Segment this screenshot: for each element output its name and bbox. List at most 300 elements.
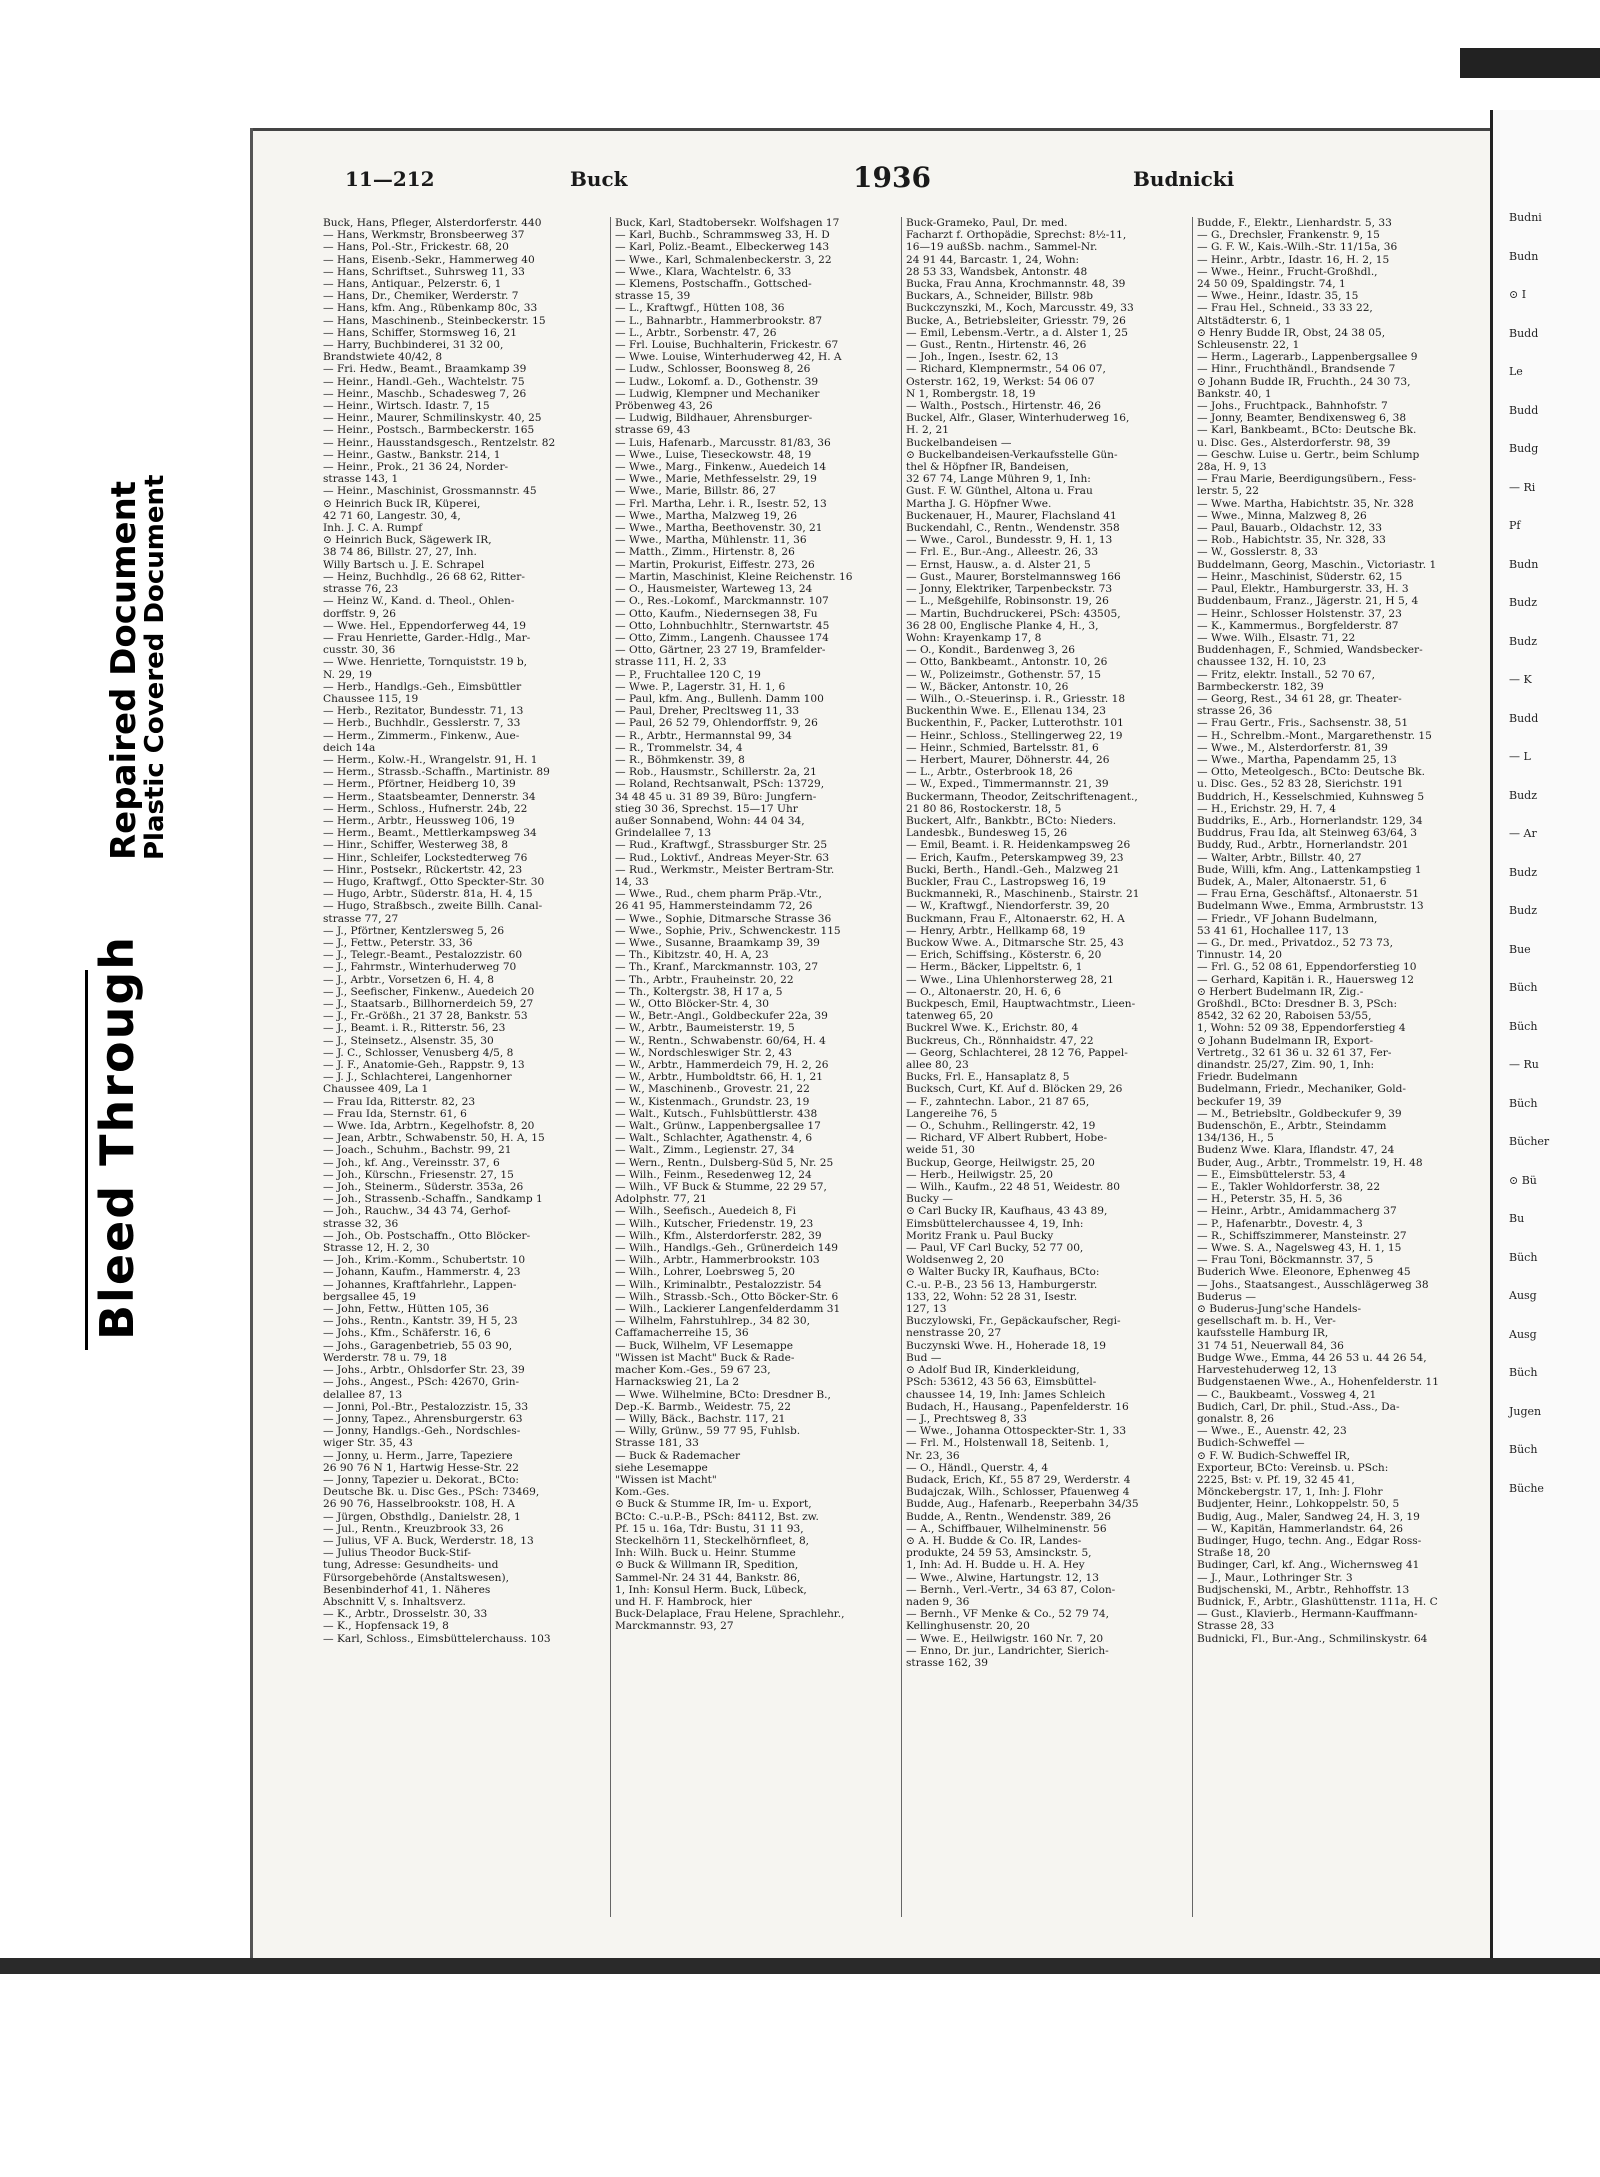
adjacent-fragment: Büch <box>1509 1443 1538 1456</box>
directory-entry: Vertretg., 32 61 36 u. 32 61 37, Fer- <box>1197 1046 1392 1059</box>
directory-entry: — Georg, Rest., 34 61 28, gr. Theater- <box>1197 692 1402 705</box>
directory-entry: Buckert, Alfr., Bankbtr., BCto: Nieders. <box>906 814 1117 827</box>
directory-entry: tatenweg 65, 20 <box>906 1010 994 1023</box>
directory-entry: — Herb., Buchhdlr., Gesslerstr. 7, 33 <box>323 717 521 730</box>
column-2 <box>610 217 883 1917</box>
directory-entry: — Rob., Habichtstr. 35, Nr. 328, 33 <box>1197 534 1386 547</box>
directory-entry: — Herb., Rezitator, Bundesstr. 71, 13 <box>323 705 524 718</box>
directory-entry: — Hugo, Kraftwgf., Otto Speckter-Str. 30 <box>323 875 545 888</box>
adjacent-fragment: Budni <box>1509 211 1542 224</box>
directory-entry: ⊙ Adolf Bud IR, Kinderkleidung, <box>906 1364 1080 1377</box>
directory-entry: — Joh., Strassenb.-Schaffn., Sandkamp 1 <box>323 1193 543 1206</box>
column-3 <box>901 217 1174 1917</box>
directory-entry: Budack, Erich, Kf., 55 87 29, Werderstr. 4 <box>906 1473 1131 1486</box>
directory-entry: ⊙ Buck & Willmann IR, Spedition, <box>615 1559 799 1572</box>
directory-entry: Budach, H., Hausang., Papenfelderstr. 16 <box>906 1400 1129 1413</box>
directory-entry: Budig, Aug., Maler, Sandweg 24, H. 3, 19 <box>1197 1510 1420 1523</box>
directory-entry: — Julius, VF A. Buck, Werderstr. 18, 13 <box>323 1534 534 1547</box>
directory-entry: — Jean, Arbtr., Schwabenstr. 50, H. A, 15 <box>323 1132 545 1145</box>
directory-entry: Budinger, Carl, kf. Ang., Wichernsweg 41 <box>1197 1559 1420 1572</box>
adjacent-fragment: Bücher <box>1509 1135 1550 1148</box>
directory-entry: — Joh., kf. Ang., Vereinsstr. 37, 6 <box>323 1156 500 1169</box>
directory-entry: — Karl, Buchb., Schrammsweg 33, H. D <box>615 229 830 242</box>
directory-entry: 14, 33 <box>615 875 649 888</box>
directory-entry: — O., Schuhm., Rellingerstr. 42, 19 <box>906 1120 1096 1133</box>
directory-entry: — A., Schiffbauer, Wilhelminenstr. 56 <box>906 1522 1107 1535</box>
directory-entry: — Frau Ida, Sternstr. 61, 6 <box>323 1107 467 1120</box>
directory-entry: — Gust., Maurer, Borstelmannsweg 166 <box>906 570 1121 583</box>
adjacent-fragment: Ausg <box>1509 1289 1537 1302</box>
directory-entry: Dep.-K. Barmb., Weidestr. 75, 22 <box>615 1400 791 1413</box>
directory-entry: "Wissen ist Macht" Buck & Rade- <box>615 1351 795 1364</box>
directory-entry: Budenz Wwe. Klara, Iflandstr. 47, 24 <box>1197 1144 1395 1157</box>
directory-entry: — Ludwig, Klempner und Mechaniker <box>615 387 820 400</box>
directory-entry: — Frl. Louise, Buchhalterin, Frickestr. 67 <box>615 339 839 352</box>
directory-entry: — Herm., Pförtner, Heidberg 10, 39 <box>323 778 516 791</box>
adjacent-fragment: Jugen <box>1509 1404 1542 1418</box>
directory-entry: — Willy, Grünw., 59 77 95, Fuhlsb. <box>615 1425 801 1438</box>
directory-entry: Buckenthin Wwe. E., Ellenau 134, 23 <box>906 705 1107 718</box>
directory-entry: — Jonny, Handlgs.-Geh., Nordschles- <box>323 1425 521 1438</box>
directory-entry: Adolphstr. 77, 21 <box>615 1193 707 1206</box>
directory-entry: Buder, Aug., Arbtr., Trommelstr. 19, H. 48 <box>1197 1156 1423 1169</box>
directory-entry: — Luis, Hafenarb., Marcusstr. 81/83, 36 <box>615 436 831 449</box>
directory-entry: Fürsorgebehörde (Anstaltswesen), <box>323 1571 509 1584</box>
directory-entry: Bude, Willi, kfm. Ang., Lattenkampstieg 1 <box>1197 863 1422 876</box>
directory-entry: tung, Adresse: Gesundheits- und <box>323 1559 499 1572</box>
directory-entry: Buckrel Wwe. K., Erichstr. 80, 4 <box>906 1022 1079 1035</box>
directory-entry: — J., Fettw., Peterstr. 33, 36 <box>323 936 473 949</box>
directory-entry: ⊙ Johann Budde IR, Fruchth., 24 30 73, <box>1197 375 1411 388</box>
directory-entry: 24 50 09, Spaldingstr. 74, 1 <box>1197 278 1346 291</box>
directory-entry: — Joach., Schuhm., Bachstr. 99, 21 <box>323 1144 512 1157</box>
directory-entry: — W., Arbtr., Humboldtstr. 66, H. 1, 21 <box>615 1071 824 1084</box>
directory-entry: ⊙ Heinrich Buck IR, Küperei, <box>323 497 481 510</box>
directory-entry: — Wilh., Kutscher, Friedenstr. 19, 23 <box>615 1217 814 1230</box>
directory-entry: — Heinr., Maurer, Schmilinskystr. 40, 25 <box>323 412 542 425</box>
directory-entry: Caffamacherreihe 15, 36 <box>615 1327 749 1340</box>
directory-entry: — Walt., Kutsch., Fuhlsbüttlerstr. 438 <box>615 1107 818 1120</box>
directory-entry: 1, Inh: Konsul Herm. Buck, Lübeck, <box>615 1583 807 1596</box>
directory-entry: — J., Arbtr., Vorsetzen 6, H. 4, 8 <box>323 973 495 986</box>
directory-entry: Buddrus, Frau Ida, alt Steinweg 63/64, 3 <box>1197 827 1417 840</box>
directory-entry: — J., Seefischer, Finkenw., Auedeich 20 <box>323 985 535 998</box>
adjacent-fragment: — Ar <box>1509 827 1537 840</box>
plastic-covered-stamp: Plastic Covered Document <box>140 474 170 860</box>
directory-entry: — Hans, Antiquar., Pelzerstr. 6, 1 <box>323 278 502 291</box>
directory-entry: — Ludwig, Bildhauer, Ahrensburger- <box>615 412 813 425</box>
directory-entry: — W., Polizeimstr., Gothenstr. 57, 15 <box>906 668 1101 681</box>
directory-entry: — Heinr., Arbtr., Amidammacherg 37 <box>1197 1205 1397 1218</box>
directory-entry: — Gust., Rentn., Hirtenstr. 46, 26 <box>906 339 1087 352</box>
directory-entry: — Johs., Staatsangest., Ausschlägerweg 38 <box>1197 1278 1429 1291</box>
directory-entry: — Wilh., Strassb.-Sch., Otto Böcker-Str. 6 <box>615 1290 839 1303</box>
directory-entry: 32 67 74, Lange Mühren 9, 1, Inh: <box>906 473 1091 486</box>
directory-entry: — Joh., Kürschn., Friesenstr. 27, 15 <box>323 1168 514 1181</box>
directory-entry: — Heinr., Hausstandsgesch., Rentzelstr. 82 <box>323 436 556 449</box>
directory-entry: — Paul, Elektr., Hamburgerstr. 33, H. 3 <box>1197 583 1409 596</box>
adjacent-page-strip <box>1490 110 1600 1970</box>
directory-entry: ⊙ Henry Budde IR, Obst, 24 38 05, <box>1197 326 1386 339</box>
directory-entry: — Enno, Dr. jur., Landrichter, Sierich- <box>906 1644 1109 1657</box>
directory-entry: — Erich, Kaufm., Peterskampweg 39, 23 <box>906 851 1124 864</box>
directory-entry: — Wwe., Sophie, Ditmarsche Strasse 36 <box>615 912 832 925</box>
directory-entry: — Wilh., Kriminalbtr., Pestalozzistr. 54 <box>615 1278 822 1291</box>
directory-entry: — Karl, Schloss., Eimsbüttelerchauss. 103 <box>323 1632 551 1645</box>
adjacent-fragment: Budz <box>1509 865 1538 879</box>
directory-entry: — W., Rentn., Schwabenstr. 60/64, H. 4 <box>615 1034 826 1047</box>
directory-entry: — Heinz, Buchhdlg., 26 68 62, Ritter- <box>323 570 525 583</box>
directory-entry: Buckpesch, Emil, Hauptwachtmstr., Lieen- <box>906 998 1136 1010</box>
directory-entry: 26 90 76 N 1, Hartwig Hesse-Str. 22 <box>323 1461 519 1474</box>
directory-entry: — Herbert, Maurer, Döhnerstr. 44, 26 <box>906 753 1110 766</box>
directory-entry: — Joh., Steinerm., Süderstr. 353a, 26 <box>323 1181 524 1194</box>
directory-entry: — Wwe., M., Alsterdorferstr. 81, 39 <box>1197 741 1388 754</box>
directory-entry: wiger Str. 35, 43 <box>323 1437 413 1450</box>
directory-entry: — Wilh., Handlgs.-Geh., Grünerdeich 149 <box>615 1242 839 1255</box>
directory-entry: Buckendahl, C., Rentn., Wendenstr. 358 <box>906 522 1120 535</box>
directory-entry: strasse 15, 39 <box>615 290 691 303</box>
directory-entry: — Johs., Arbtr., Ohlsdorfer Str. 23, 39 <box>323 1364 525 1377</box>
directory-entry: — Wwe., Johanna Ottospeckter-Str. 1, 33 <box>906 1425 1127 1438</box>
directory-entry: — J., Beamt. i. R., Ritterstr. 56, 23 <box>323 1022 506 1035</box>
directory-entry: strasse 143, 1 <box>323 473 399 486</box>
directory-entry: — O., Kondit., Bardenweg 3, 26 <box>906 644 1075 657</box>
directory-entry: Langereihe 76, 5 <box>906 1107 998 1120</box>
directory-entry: — J. J., Schlachterei, Langenhorner <box>323 1071 512 1084</box>
adjacent-fragment: Büch <box>1509 1250 1538 1264</box>
directory-entry: Buck, Karl, Stadtobersekr. Wolfshagen 17 <box>615 217 840 229</box>
directory-entry: — O., Res.-Lokomf., Marckmannstr. 107 <box>615 595 829 608</box>
directory-entry: siehe Lesemappe <box>615 1461 708 1474</box>
directory-entry: N 1, Rombergstr. 18, 19 <box>906 387 1036 400</box>
adjacent-fragment: Budn <box>1509 557 1539 571</box>
directory-entry: — Wwe. Wilh., Elsastr. 71, 22 <box>1197 631 1356 644</box>
adjacent-fragment: Budd <box>1509 711 1539 725</box>
directory-entry: Schleusenstr. 22, 1 <box>1197 339 1300 352</box>
directory-entry: — Georg, Schlachterei, 28 12 76, Pappel- <box>906 1046 1128 1059</box>
directory-entry: — Hinr., Schiffer, Westerweg 38, 8 <box>323 839 509 852</box>
adjacent-fragment: ⊙ I <box>1509 288 1527 301</box>
directory-entry: — Hugo, Arbtr., Süderstr. 81a, H. 4, 15 <box>323 888 533 901</box>
directory-entry: — Johs., Angest., PSch: 42670, Grin- <box>323 1376 520 1389</box>
directory-entry: — H., Schrelbm.-Mont., Margarethenstr. 15 <box>1197 729 1432 742</box>
directory-entry: — Otto, Kaufm., Niedernsegen 38, Fu <box>615 607 818 620</box>
directory-entry: — Joh., Krim.-Komm., Schubertstr. 10 <box>323 1254 526 1267</box>
directory-entry: Buckczynszki, M., Koch, Marcusstr. 49, 33 <box>906 302 1134 315</box>
directory-entry: — Wwe. Louise, Winterhuderweg 42, H. A <box>615 351 842 364</box>
directory-entry: — Wwe. S. A., Nagelsweg 43, H. 1, 15 <box>1197 1242 1402 1255</box>
directory-entry: — Paul, kfm. Ang., Bullenh. Damm 100 <box>615 692 824 705</box>
directory-entry: Wohn: Krayenkamp 17, 8 <box>906 631 1042 644</box>
directory-entry: Budde, A., Rentn., Wendenstr. 389, 26 <box>906 1510 1111 1523</box>
directory-entry: — Bernh., VF Menke & Co., 52 79 74, <box>906 1608 1109 1621</box>
directory-entry: dorffstr. 9, 26 <box>323 607 397 620</box>
directory-page <box>253 128 1490 1963</box>
directory-entry: — Herm., Kolw.-H., Wrangelstr. 91, H. 1 <box>323 753 538 766</box>
adjacent-fragment: Budn <box>1509 249 1539 263</box>
directory-entry: — Herm., Zimmerm., Finkenw., Aue- <box>323 729 520 742</box>
directory-entry: — W., Otto Blöcker-Str. 4, 30 <box>615 998 769 1010</box>
directory-entry: — Karl, Bankbeamt., BCto: Deutsche Bk. <box>1197 424 1417 437</box>
directory-entry: BCto: C.-u.P.-B., PSch: 84112, Bst. zw. <box>615 1510 819 1523</box>
directory-entry: 127, 13 <box>906 1303 947 1316</box>
directory-entry: — Otto, Meteolgesch., BCto: Deutsche Bk. <box>1197 766 1425 779</box>
directory-entry: 28 53 33, Wandsbek, Antonstr. 48 <box>906 265 1088 278</box>
directory-entry: — Wwe., Susanne, Braamkamp 39, 39 <box>615 936 820 949</box>
directory-entry: Buckel, Alfr., Glaser, Winterhuderweg 16, <box>906 412 1130 425</box>
directory-entry: bergsallee 45, 19 <box>323 1290 417 1303</box>
directory-entry: ⊙ Walter Bucky IR, Kaufhaus, BCto: <box>906 1266 1100 1279</box>
adjacent-fragment: Budz <box>1509 596 1538 609</box>
adjacent-page-text <box>1493 210 1600 1497</box>
repaired-document-stamp: Repaired Document <box>104 480 144 860</box>
directory-entry: Sammel-Nr. 24 31 44, Bankstr. 86, <box>615 1571 801 1584</box>
directory-entry: Bankstr. 40, 1 <box>1197 387 1272 400</box>
directory-entry: ⊙ Buck & Stumme IR, Im- u. Export, <box>615 1498 812 1511</box>
directory-entry: Buck, Hans, Pfleger, Alsterdorferstr. 440 <box>323 217 542 229</box>
directory-entry: — J., Staatsarb., Billhornerdeich 59, 27 <box>323 998 534 1010</box>
directory-entry: — Julius Theodor Buck-Stif- <box>323 1547 471 1560</box>
directory-entry: Eimsbüttelerchaussee 4, 19, Inh: <box>906 1217 1084 1230</box>
directory-entry: — Wwe. Wilhelmine, BCto: Dresdner B., <box>615 1388 831 1401</box>
directory-entry: — Heinr., Prok., 21 36 24, Norder- <box>323 461 509 474</box>
directory-entry: — Paul, Dreher, Precltsweg 11, 33 <box>615 705 800 718</box>
directory-entry: Budenschön, E., Arbtr., Steindamm <box>1197 1120 1387 1133</box>
adjacent-fragment: Bu <box>1509 1212 1525 1225</box>
directory-entry: — W., Arbtr., Hammerdeich 79, H. 2, 26 <box>615 1059 829 1072</box>
directory-entry: strasse 26, 36 <box>1197 705 1273 718</box>
directory-entry: — L., Kraftwgf., Hütten 108, 36 <box>615 302 785 315</box>
directory-entry: Willy Bartsch u. J. E. Schrapel <box>323 558 485 571</box>
directory-entry: — Heinz W., Kand. d. Theol., Ohlen- <box>323 595 515 608</box>
directory-entry: Budgenstaenen Wwe., A., Hohenfelderstr. 11 <box>1197 1376 1439 1389</box>
directory-entry: — Ludw., Schlosser, Boonsweg 8, 26 <box>615 363 811 376</box>
directory-entry: deich 14a <box>323 741 376 754</box>
directory-entry: strasse 32, 36 <box>323 1217 399 1230</box>
directory-entry: — Frau Henriette, Garder.-Hdlg., Mar- <box>323 631 531 644</box>
directory-entry: Budde, Aug., Hafenarb., Reeperbahn 34/35 <box>906 1498 1139 1511</box>
adjacent-fragment: — L <box>1509 750 1531 763</box>
directory-entry: Budajczak, Wilh., Schlosser, Pfauenweg 4 <box>906 1486 1130 1499</box>
directory-entry: — Wwe., Martha, Beethovenstr. 30, 21 <box>615 522 823 535</box>
directory-entry: — Harry, Buchbinderei, 31 32 00, <box>323 339 504 352</box>
directory-entry: Barmbeckerstr. 182, 39 <box>1197 680 1324 693</box>
directory-entry: — J., Telegr.-Beamt., Pestalozzistr. 60 <box>323 949 523 962</box>
directory-entry: produkte, 24 59 53, Amsinckstr. 5, <box>906 1547 1092 1560</box>
directory-entry: — Hinr., Fruchthändl., Brandsende 7 <box>1197 363 1396 376</box>
directory-entry: — Herm., Arbtr., Heussweg 106, 19 <box>323 814 515 827</box>
directory-entry: Strasse 181, 33 <box>615 1437 699 1450</box>
directory-entry: — Wwe., Marie, Methfesselstr. 29, 19 <box>615 473 817 486</box>
directory-entry: — K., Hopfensack 19, 8 <box>323 1620 449 1633</box>
directory-entry: lerstr. 5, 22 <box>1197 485 1260 498</box>
adjacent-fragment: Büch <box>1509 981 1538 994</box>
directory-entry: — Bernh., Verl.-Vertr., 34 63 87, Colon- <box>906 1583 1116 1596</box>
directory-entry: Bucke, A., Betriebsleiter, Griesstr. 79, 26 <box>906 314 1126 327</box>
directory-entry: — Frau Gertr., Fris., Sachsenstr. 38, 51 <box>1197 717 1409 730</box>
directory-entry: ⊙ Buckelbandeisen-Verkaufsstelle Gün- <box>906 448 1118 461</box>
page-header <box>253 131 1490 194</box>
directory-entry: 134/136, H., 5 <box>1197 1132 1274 1145</box>
directory-entry: — Johs., Rentn., Kantstr. 39, H 5, 23 <box>323 1315 518 1328</box>
directory-entry: — Jul., Rentn., Kreuzbrook 33, 26 <box>323 1522 504 1535</box>
directory-entry: — Klemens, Postschaffn., Gottsched- <box>615 278 812 291</box>
directory-entry: — Paul, VF Carl Bucky, 52 77 00, <box>906 1242 1084 1255</box>
directory-entry: — Rud., Loktivf., Andreas Meyer-Str. 63 <box>615 851 830 864</box>
directory-entry: — Rud., Werkmstr., Meister Bertram-Str. <box>615 863 835 876</box>
directory-entry: — Wwe. E., Heilwigstr. 160 Nr. 7, 20 <box>906 1632 1104 1645</box>
directory-entry: — Hans, Schriftset., Suhrsweg 11, 33 <box>323 265 525 278</box>
directory-entry: — Jonny, Beamter, Bendixensweg 6, 38 <box>1197 412 1407 425</box>
directory-entry: Buderus — <box>1197 1290 1256 1303</box>
directory-entry: — W., Gosslerstr. 8, 33 <box>1197 546 1318 559</box>
directory-entry: — Wwe., Carol., Bundesstr. 9, H. 1, 13 <box>906 534 1113 547</box>
directory-entry: — Hans, Pol.-Str., Frickestr. 68, 20 <box>323 241 509 254</box>
directory-entry: — Wilh., Lackierer Langenfelderdamm 31 <box>615 1303 841 1316</box>
directory-entry: — Frl. E., Bur.-Ang., Alleestr. 26, 33 <box>906 546 1099 559</box>
directory-entry: — J., Prechtsweg 8, 33 <box>906 1412 1027 1425</box>
directory-entry: — Th., Arbtr., Frauheinstr. 20, 22 <box>615 973 794 986</box>
directory-entry: — Wilh., VF Buck & Stumme, 22 29 57, <box>615 1181 827 1194</box>
directory-entry: Buckermann, Theodor, Zeitschriftenagent., <box>906 790 1138 803</box>
adjacent-fragment: Budd <box>1509 403 1539 417</box>
directory-entry: — Martin, Prokurist, Eiffestr. 273, 26 <box>615 558 815 571</box>
directory-entry: — Hans, Eisenb.-Sekr., Hammerweg 40 <box>323 253 535 266</box>
directory-entry: — Fri. Hedw., Beamt., Braamkamp 39 <box>323 363 527 376</box>
directory-entry: — Joh., Ob. Postschaffn., Otto Blöcker- <box>323 1229 531 1242</box>
directory-entry: gesellschaft m. b. H., Ver- <box>1197 1315 1336 1328</box>
directory-entry: 133, 22, Wohn: 52 28 31, Isestr. <box>906 1290 1078 1303</box>
directory-entry: Nr. 23, 36 <box>906 1449 960 1462</box>
directory-entry: Buczynski Wwe. H., Hoherade 18, 19 <box>906 1339 1107 1352</box>
directory-entry: Kom.-Ges. <box>615 1486 670 1499</box>
directory-entry: — Heinr., Wirtsch. Idastr. 7, 15 <box>323 400 490 413</box>
directory-entry: — W., Bäcker, Antonstr. 10, 26 <box>906 680 1069 693</box>
directory-entry: — Richard, VF Albert Rubbert, Hobe- <box>906 1132 1108 1145</box>
column-4 <box>1192 217 1465 1917</box>
directory-entry: — Emil, Lebensm.-Vertr., a d. Alster 1, 25 <box>906 326 1128 339</box>
directory-entry: — Herm., Staatsbeamter, Dennerstr. 34 <box>323 790 536 803</box>
directory-entry: Budnicki, Fl., Bur.-Ang., Schmilinskystr. 64 <box>1197 1632 1428 1645</box>
directory-entry: — Walt., Schlachter, Agathenstr. 4, 6 <box>615 1132 813 1145</box>
directory-entry: Steckelhörn 11, Steckelhörnfleet, 8, <box>615 1534 810 1547</box>
scan-border-bottom <box>0 1958 1600 1974</box>
directory-entry: N. 29, 19 <box>323 668 373 681</box>
directory-entry: — Wwe., Marie, Billstr. 86, 27 <box>615 485 776 498</box>
directory-entry: Buck-Delaplace, Frau Helene, Sprachlehr., <box>615 1608 845 1621</box>
directory-entry: — R., Arbtr., Hermannstal 99, 34 <box>615 729 792 742</box>
directory-entry: Straße 18, 20 <box>1197 1547 1271 1560</box>
directory-entry: C.-u. P.-B., 23 56 13, Hamburgerstr. <box>906 1278 1098 1291</box>
directory-entry: — Frl. M., Holstenwall 18, Seitenb. 1, <box>906 1437 1109 1450</box>
directory-entry: — Martin, Maschinist, Kleine Reichenstr. 16 <box>615 570 853 583</box>
directory-entry: 1, Inh: Ad. H. Budde u. H. A. Hey <box>906 1559 1085 1572</box>
directory-entry: — W., Arbtr., Baumeisterstr. 19, 5 <box>615 1022 795 1035</box>
directory-entry: 21 80 86, Rostockerstr. 18, 5 <box>906 802 1062 815</box>
directory-entry: — J., Pförtner, Kentzlersweg 5, 26 <box>323 924 505 937</box>
directory-entry: Buckelbandeisen — <box>906 436 1012 449</box>
directory-entry: ⊙ A. H. Budde & Co. IR, Landes- <box>906 1534 1082 1547</box>
bleed-through-stamp: Bleed Through <box>90 934 144 1340</box>
directory-entry: Budek, A., Maler, Altonaerstr. 51, 6 <box>1197 875 1387 888</box>
directory-entry: Harvestehuderweg 12, 13 <box>1197 1364 1337 1377</box>
directory-entry: Budde, F., Elektr., Lienhardstr. 5, 33 <box>1197 217 1392 229</box>
directory-entry: — Johs., Kfm., Schäferstr. 16, 6 <box>323 1327 491 1340</box>
directory-entry: Pf. 15 u. 16a, Tdr: Bustu, 31 11 93, <box>615 1522 804 1535</box>
directory-entry: — C., Baukbeamt., Vossweg 4, 21 <box>1197 1388 1377 1401</box>
directory-entry: — Wwe., Alwine, Hartungstr. 12, 13 <box>906 1571 1099 1584</box>
adjacent-fragment: Budd <box>1509 326 1539 340</box>
directory-entry: Mönckebergstr. 17, 1, Inh: J. Flohr <box>1197 1486 1383 1499</box>
directory-entry: — W., Maschinenb., Grovestr. 21, 22 <box>615 1083 810 1096</box>
directory-entry: thel & Höpfner IR, Bandeisen, <box>906 461 1069 474</box>
directory-entry: — Hans, Werkmstr, Bronsbeerweg 37 <box>323 229 525 242</box>
directory-entry: Brandstwiete 40/42, 8 <box>323 351 443 364</box>
directory-entry: Chaussee 409, La 1 <box>323 1083 429 1096</box>
directory-entry: strasse 111, H. 2, 33 <box>615 656 727 669</box>
directory-entry: — Johann, Kaufm., Hammerstr. 4, 23 <box>323 1266 521 1279</box>
directory-entry: — Rud., Kraftwgf., Strassburger Str. 25 <box>615 839 828 852</box>
directory-entry: — J. C., Schlosser, Venusberg 4/5, 8 <box>323 1046 514 1059</box>
directory-entry: — Matth., Zimm., Hirtenstr. 8, 26 <box>615 546 795 559</box>
directory-entry: Werderstr. 78 u. 79, 18 <box>323 1351 447 1364</box>
directory-entry: — G., Dr. med., Privatdoz., 52 73 73, <box>1197 936 1393 949</box>
directory-entry: — Friedr., VF Johann Budelmann, <box>1197 912 1378 925</box>
directory-entry: — O., Hausmeister, Warteweg 13, 24 <box>615 583 813 596</box>
directory-entry: — Frl. Martha, Lehr. i. R., Isestr. 52, 13 <box>615 497 827 510</box>
directory-entry: Buckler, Frau C., Lastropsweg 16, 19 <box>906 875 1106 888</box>
directory-entry: naden 9, 36 <box>906 1595 970 1608</box>
directory-entry: — Jonny, Tapez., Ahrensburgerstr. 63 <box>323 1412 523 1425</box>
directory-entry: Buddenbaum, Franz., Jägerstr. 21, H 5, 4 <box>1197 595 1419 608</box>
directory-entry: — W., Betr.-Angl., Goldbeckufer 22a, 39 <box>615 1010 828 1023</box>
directory-entry: — Karl, Poliz.-Beamt., Elbeckerweg 143 <box>615 241 830 254</box>
directory-entry: Buckup, George, Heilwigstr. 25, 20 <box>906 1156 1095 1169</box>
directory-entry: H. 2, 21 <box>906 424 949 437</box>
directory-entry: — P., Fruchtallee 120 C, 19 <box>615 668 761 681</box>
directory-entry: — Wwe. P., Lagerstr. 31, H. 1, 6 <box>615 680 786 693</box>
directory-entry: strasse 69, 43 <box>615 424 691 437</box>
directory-entry: 1, Wohn: 52 09 38, Eppendorferstieg 4 <box>1197 1022 1406 1035</box>
directory-entry: Buckow Wwe. A., Ditmarsche Str. 25, 43 <box>906 936 1124 949</box>
directory-entry: strasse 77, 27 <box>323 912 399 925</box>
adjacent-fragment: Budz <box>1509 904 1538 917</box>
directory-entry: Budge Wwe., Emma, 44 26 53 u. 44 26 54, <box>1197 1351 1427 1364</box>
directory-entry: außer Sonnabend, Wohn: 44 04 34, <box>615 814 805 827</box>
directory-entry: — Otto, Bankbeamt., Antonstr. 10, 26 <box>906 656 1108 669</box>
directory-entry: — Wwe., Marg., Finkenw., Auedeich 14 <box>615 461 827 474</box>
directory-columns <box>319 217 1463 1917</box>
directory-entry: — L., Meßgehilfe, Robinsonstr. 19, 26 <box>906 595 1109 608</box>
directory-entry: und H. F. Hambrock, hier <box>615 1595 752 1608</box>
directory-entry: — Johs., Fruchtpack., Bahnhofstr. 7 <box>1197 400 1388 413</box>
adjacent-fragment: Budz <box>1509 788 1538 802</box>
directory-entry: Deutsche Bk. u. Disc Ges., PSch: 73469, <box>323 1486 540 1499</box>
directory-entry: ⊙ F. W. Budich-Schweffel IR, <box>1197 1449 1350 1462</box>
directory-entry: Buddy, Rud., Arbtr., Hornerlandstr. 201 <box>1197 839 1409 852</box>
directory-entry: Budich, Carl, Dr. phil., Stud.-Ass., Da- <box>1197 1400 1400 1413</box>
directory-entry: — Jonny, u. Herm., Jarre, Tapeziere <box>323 1449 513 1462</box>
directory-entry: — Otto, Zimm., Langenh. Chaussee 174 <box>615 631 829 644</box>
directory-entry: — Wwe. Martha, Habichtstr. 35, Nr. 328 <box>1197 497 1414 510</box>
directory-entry: kaufsstelle Hamburg IR, <box>1197 1327 1329 1340</box>
directory-entry: — Otto, Lohnbuchhltr., Sternwartstr. 45 <box>615 619 830 632</box>
directory-entry: Buckmann, Frau F., Altonaerstr. 62, H. A <box>906 912 1125 925</box>
directory-entry: — Frau Marie, Beerdigungsübern., Fess- <box>1197 473 1417 486</box>
directory-entry: — Heinr., Schmied, Bartelsstr. 81, 6 <box>906 741 1099 754</box>
directory-entry: Bucks, Frl. E., Hansaplatz 8, 5 <box>906 1071 1070 1084</box>
